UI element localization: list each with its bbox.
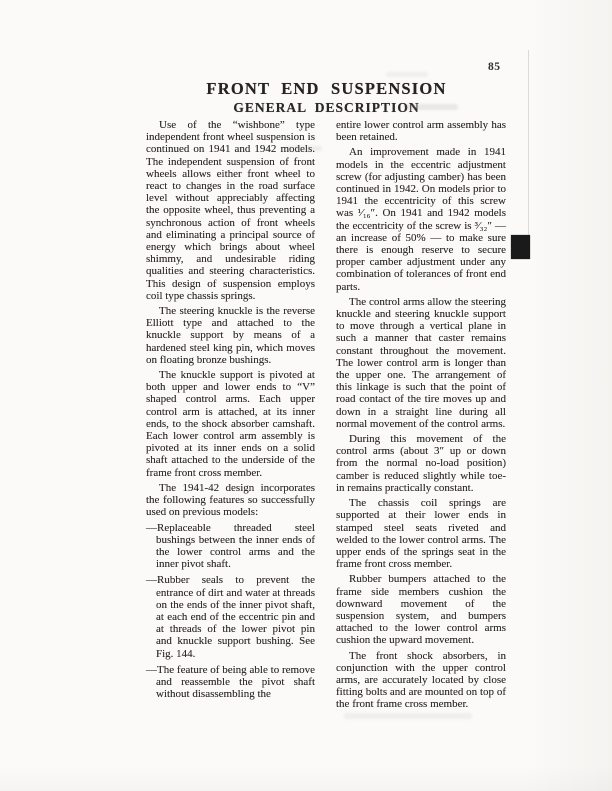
paragraph: The front shock absorbers, in conjunction with the upper control arms, are accurately located by close fitting bolts and are mounted on top of the front frame cross member.	[336, 649, 506, 711]
paragraph: Use of the “wishbone” type independent front wheel suspension is continued on 1941 and 1942 models. The independent suspension of front wheels allows either front wheel to react to changes in the road surface level without appreciably affecting the opposite wheel, thus preventing a synchronous action of front wheels and eliminating a principal source of energy which brings about wheel shimmy, and undesirable riding qualities and steering characteristics. This design of suspension employs coil type chassis springs.	[146, 119, 315, 302]
page-edge-line	[528, 50, 529, 236]
paragraph: An improvement made in 1941 models in the eccentric adjustment screw (for adjusting camber) has been continued in 1942. On models prior to 1941 the eccentricity of this screw was ¹⁄₁₆″. On 1941 and 1942 models the eccentricity of the screw is ³⁄₃₂″ — an increase of 50% — to make sure there is enough reserve to secure proper camber adjustment under any combination of tolerances of front end parts.	[336, 146, 506, 293]
scan-smudge	[386, 72, 428, 77]
section-heading: GENERAL DESCRIPTION	[233, 100, 420, 115]
paragraph: The steering knuckle is the reverse Elliott type and attached to the knuckle support by means of a hardened steel king pin, which moves on floating bronze bushings.	[146, 305, 315, 366]
page-title: FRONT END SUSPENSION	[206, 79, 447, 98]
page-number: 85	[488, 61, 501, 73]
text-columns	[146, 119, 507, 714]
paragraph: The 1941-42 design incorporates the following features so successfully used on previous models:	[146, 481, 315, 519]
right-column	[336, 119, 506, 714]
feature-list-item: —Rubber seals to prevent the entrance of dirt and water at threads on the ends of the inner pivot shaft, at each end of the eccentric pin and at threads of the lower pivot pin and knuckle support bushing. See Fig. 144.	[146, 574, 315, 660]
left-column	[146, 119, 315, 714]
paragraph: The control arms allow the steering knuckle and steering knuckle support to move through a vertical plane in such a manner that caster remains constant throughout the movement. The lower control arm is longer than the upper one. The arrangement of this linkage is such that the point of road contact of the tire moves up and down in a straight line during all normal movement of the control arms.	[336, 295, 506, 430]
scan-smudge	[344, 713, 472, 719]
feature-list-item: —The feature of being able to remove and reassemble the pivot shaft without disassembling the	[146, 663, 315, 701]
index-tab-mark	[511, 235, 530, 259]
paragraph: entire lower control arm assembly has been retained.	[336, 119, 506, 144]
paragraph: The knuckle support is pivoted at both upper and lower ends to “V” shaped control arms. Each upper control arm is attached, at its inner ends, to the shock absorber camshaft. Each lower control arm assembly is pivoted at its inner ends on a solid shaft attached to the underside of the frame front cross member.	[146, 369, 315, 479]
paragraph: Rubber bumpers attached to the frame side members cushion the downward movement of the suspension system, and bumpers attached to the lower control arms cushion the upward movement.	[336, 573, 506, 647]
paragraph: The chassis coil springs are supported at their lower ends in stamped steel seats riveted and welded to the lower control arms. The upper ends of the springs seat in the frame front cross member.	[336, 497, 506, 571]
feature-list-item: —Replaceable threaded steel bushings between the inner ends of the lower control arms and the inner pivot shaft.	[146, 521, 315, 571]
paragraph: During this movement of the control arms (about 3″ up or down from the normal no-load position) camber is reduced slightly while toe-in remains practically constant.	[336, 433, 506, 494]
